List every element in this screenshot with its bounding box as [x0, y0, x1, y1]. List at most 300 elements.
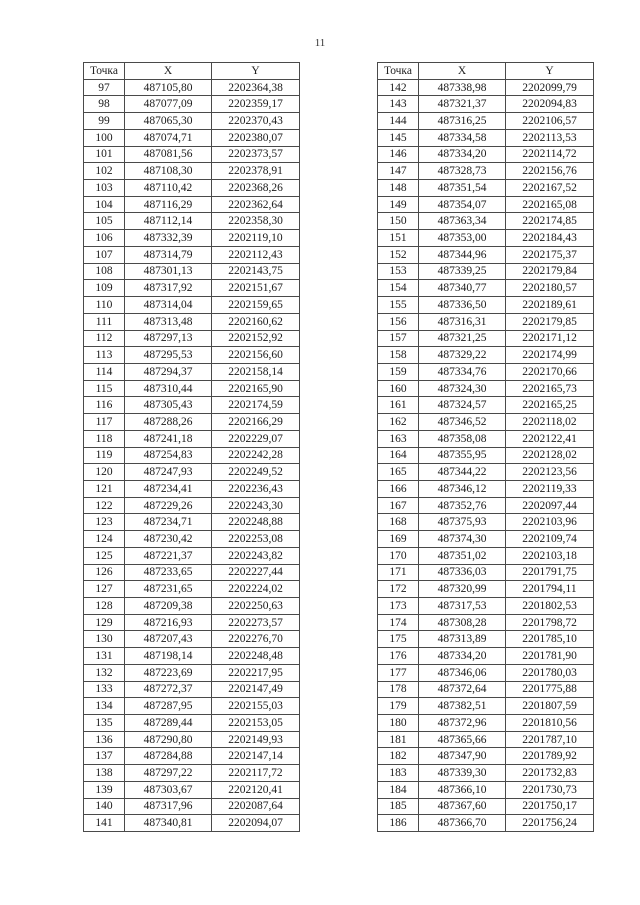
x-coordinate-cell: 487295,53 — [125, 347, 212, 364]
coordinates-table-left — [83, 62, 300, 832]
table-row — [84, 598, 300, 615]
point-number-cell: 175 — [378, 631, 419, 648]
table-row — [378, 363, 594, 380]
table-row — [84, 731, 300, 748]
x-coordinate-cell: 487328,73 — [419, 163, 506, 180]
point-number-cell: 108 — [84, 263, 125, 280]
point-number-cell: 183 — [378, 765, 419, 782]
x-coordinate-cell: 487247,93 — [125, 464, 212, 481]
point-number-cell: 168 — [378, 514, 419, 531]
x-coordinate-cell: 487367,60 — [419, 798, 506, 815]
point-number-cell: 170 — [378, 547, 419, 564]
y-coordinate-cell: 2202242,28 — [212, 447, 300, 464]
x-coordinate-cell: 487334,20 — [419, 146, 506, 163]
point-number-cell: 157 — [378, 330, 419, 347]
x-coordinate-cell: 487321,25 — [419, 330, 506, 347]
table-row — [84, 514, 300, 531]
table-row — [378, 129, 594, 146]
point-number-cell: 132 — [84, 664, 125, 681]
y-coordinate-cell: 2202165,25 — [506, 397, 594, 414]
x-coordinate-cell: 487316,25 — [419, 113, 506, 130]
y-coordinate-cell: 2202368,26 — [212, 180, 300, 197]
table-row — [84, 648, 300, 665]
point-number-cell: 100 — [84, 129, 125, 146]
y-coordinate-cell: 2202380,07 — [212, 129, 300, 146]
y-coordinate-cell: 2201787,10 — [506, 731, 594, 748]
point-number-cell: 171 — [378, 564, 419, 581]
y-coordinate-cell: 2202103,96 — [506, 514, 594, 531]
point-number-cell: 110 — [84, 297, 125, 314]
x-coordinate-cell: 487320,99 — [419, 581, 506, 598]
x-coordinate-cell: 487365,66 — [419, 731, 506, 748]
x-coordinate-cell: 487310,44 — [125, 380, 212, 397]
coordinates-table-right — [377, 62, 594, 832]
y-coordinate-cell: 2202120,41 — [212, 781, 300, 798]
point-number-cell: 162 — [378, 414, 419, 431]
table-row — [378, 397, 594, 414]
point-number-cell: 114 — [84, 363, 125, 380]
x-coordinate-cell: 487231,65 — [125, 581, 212, 598]
x-coordinate-cell: 487288,26 — [125, 414, 212, 431]
table-row — [84, 280, 300, 297]
y-coordinate-cell: 2202103,18 — [506, 547, 594, 564]
point-number-cell: 97 — [84, 79, 125, 96]
x-coordinate-cell: 487105,80 — [125, 79, 212, 96]
table-row — [84, 497, 300, 514]
x-coordinate-cell: 487346,52 — [419, 414, 506, 431]
x-coordinate-cell: 487351,54 — [419, 180, 506, 197]
point-number-cell: 124 — [84, 531, 125, 548]
table-row — [378, 564, 594, 581]
x-coordinate-cell: 487234,41 — [125, 480, 212, 497]
table-row — [378, 280, 594, 297]
point-number-cell: 117 — [84, 414, 125, 431]
point-number-cell: 149 — [378, 196, 419, 213]
x-coordinate-cell: 487329,22 — [419, 347, 506, 364]
table-row — [84, 363, 300, 380]
table-row — [378, 765, 594, 782]
table-header-row — [84, 63, 300, 80]
y-coordinate-cell: 2201791,75 — [506, 564, 594, 581]
y-coordinate-cell: 2202113,53 — [506, 129, 594, 146]
y-coordinate-cell: 2202151,67 — [212, 280, 300, 297]
point-number-cell: 109 — [84, 280, 125, 297]
y-coordinate-cell: 2202159,65 — [212, 297, 300, 314]
table-row — [84, 414, 300, 431]
table-row — [378, 497, 594, 514]
y-coordinate-cell: 2202117,72 — [212, 765, 300, 782]
x-coordinate-cell: 487305,43 — [125, 397, 212, 414]
y-coordinate-cell: 2201807,59 — [506, 698, 594, 715]
y-coordinate-cell: 2202175,37 — [506, 246, 594, 263]
y-coordinate-cell: 2202217,95 — [212, 664, 300, 681]
y-coordinate-cell: 2202276,70 — [212, 631, 300, 648]
table-row — [84, 698, 300, 715]
y-coordinate-cell: 2202243,30 — [212, 497, 300, 514]
point-number-cell: 104 — [84, 196, 125, 213]
y-coordinate-cell: 2202370,43 — [212, 113, 300, 130]
table-row — [84, 330, 300, 347]
point-number-cell: 140 — [84, 798, 125, 815]
point-number-cell: 144 — [378, 113, 419, 130]
y-coordinate-cell: 2202174,99 — [506, 347, 594, 364]
table-row — [378, 631, 594, 648]
table-row — [378, 246, 594, 263]
point-number-cell: 154 — [378, 280, 419, 297]
x-coordinate-cell: 487287,95 — [125, 698, 212, 715]
x-coordinate-cell: 487351,02 — [419, 547, 506, 564]
x-coordinate-cell: 487317,53 — [419, 598, 506, 615]
table-row — [84, 631, 300, 648]
table-row — [84, 380, 300, 397]
table-row — [378, 681, 594, 698]
point-number-cell: 186 — [378, 815, 419, 832]
x-coordinate-cell: 487209,38 — [125, 598, 212, 615]
x-coordinate-cell: 487346,12 — [419, 480, 506, 497]
point-number-cell: 122 — [84, 497, 125, 514]
x-coordinate-cell: 487334,58 — [419, 129, 506, 146]
y-coordinate-cell: 2202106,57 — [506, 113, 594, 130]
point-number-cell: 115 — [84, 380, 125, 397]
x-coordinate-cell: 487363,34 — [419, 213, 506, 230]
point-number-cell: 111 — [84, 313, 125, 330]
point-number-cell: 125 — [84, 547, 125, 564]
y-coordinate-cell: 2201780,03 — [506, 664, 594, 681]
y-coordinate-cell: 2201775,88 — [506, 681, 594, 698]
x-coordinate-cell: 487290,80 — [125, 731, 212, 748]
y-coordinate-cell: 2202378,91 — [212, 163, 300, 180]
point-number-cell: 136 — [84, 731, 125, 748]
y-coordinate-cell: 2202099,79 — [506, 79, 594, 96]
y-coordinate-cell: 2202224,02 — [212, 581, 300, 598]
y-coordinate-cell: 2202156,60 — [212, 347, 300, 364]
y-coordinate-cell: 2202227,44 — [212, 564, 300, 581]
column-header-point: Точка — [84, 63, 125, 80]
table-row — [84, 113, 300, 130]
point-number-cell: 181 — [378, 731, 419, 748]
table-row — [378, 598, 594, 615]
point-number-cell: 161 — [378, 397, 419, 414]
point-number-cell: 99 — [84, 113, 125, 130]
y-coordinate-cell: 2202094,07 — [212, 815, 300, 832]
y-coordinate-cell: 2202119,10 — [212, 230, 300, 247]
point-number-cell: 169 — [378, 531, 419, 548]
x-coordinate-cell: 487297,13 — [125, 330, 212, 347]
table-row — [84, 447, 300, 464]
point-number-cell: 137 — [84, 748, 125, 765]
table-row — [378, 581, 594, 598]
table-row — [84, 547, 300, 564]
y-coordinate-cell: 2201750,17 — [506, 798, 594, 815]
table-row — [84, 230, 300, 247]
x-coordinate-cell: 487340,77 — [419, 280, 506, 297]
y-coordinate-cell: 2202174,85 — [506, 213, 594, 230]
point-number-cell: 159 — [378, 363, 419, 380]
y-coordinate-cell: 2201785,10 — [506, 631, 594, 648]
table-row — [378, 146, 594, 163]
x-coordinate-cell: 487233,65 — [125, 564, 212, 581]
x-coordinate-cell: 487313,48 — [125, 313, 212, 330]
point-number-cell: 143 — [378, 96, 419, 113]
y-coordinate-cell: 2202373,57 — [212, 146, 300, 163]
table-row — [378, 781, 594, 798]
point-number-cell: 179 — [378, 698, 419, 715]
table-row — [84, 213, 300, 230]
x-coordinate-cell: 487074,71 — [125, 129, 212, 146]
y-coordinate-cell: 2202087,64 — [212, 798, 300, 815]
x-coordinate-cell: 487229,26 — [125, 497, 212, 514]
y-coordinate-cell: 2202153,05 — [212, 715, 300, 732]
y-coordinate-cell: 2202119,33 — [506, 480, 594, 497]
table-row — [378, 731, 594, 748]
table-row — [378, 547, 594, 564]
table-row — [378, 230, 594, 247]
point-number-cell: 128 — [84, 598, 125, 615]
table-row — [84, 614, 300, 631]
point-number-cell: 147 — [378, 163, 419, 180]
column-header-x: X — [419, 63, 506, 80]
table-row — [378, 313, 594, 330]
y-coordinate-cell: 2202273,57 — [212, 614, 300, 631]
table-row — [84, 180, 300, 197]
table-row — [84, 480, 300, 497]
x-coordinate-cell: 487294,37 — [125, 363, 212, 380]
table-row — [84, 798, 300, 815]
point-number-cell: 153 — [378, 263, 419, 280]
x-coordinate-cell: 487110,42 — [125, 180, 212, 197]
y-coordinate-cell: 2202229,07 — [212, 430, 300, 447]
point-number-cell: 142 — [378, 79, 419, 96]
table-row — [84, 347, 300, 364]
table-row — [84, 464, 300, 481]
table-row — [378, 113, 594, 130]
y-coordinate-cell: 2201802,53 — [506, 598, 594, 615]
page-number: 11 — [314, 37, 326, 49]
table-row — [84, 397, 300, 414]
point-number-cell: 164 — [378, 447, 419, 464]
point-number-cell: 133 — [84, 681, 125, 698]
x-coordinate-cell: 487289,44 — [125, 715, 212, 732]
x-coordinate-cell: 487301,13 — [125, 263, 212, 280]
table-row — [84, 430, 300, 447]
table-row — [378, 447, 594, 464]
table-row — [378, 748, 594, 765]
point-number-cell: 145 — [378, 129, 419, 146]
x-coordinate-cell: 487347,90 — [419, 748, 506, 765]
table-row — [378, 263, 594, 280]
point-number-cell: 174 — [378, 614, 419, 631]
point-number-cell: 119 — [84, 447, 125, 464]
x-coordinate-cell: 487338,98 — [419, 79, 506, 96]
x-coordinate-cell: 487354,07 — [419, 196, 506, 213]
point-number-cell: 150 — [378, 213, 419, 230]
x-coordinate-cell: 487316,31 — [419, 313, 506, 330]
x-coordinate-cell: 487334,76 — [419, 363, 506, 380]
point-number-cell: 121 — [84, 480, 125, 497]
x-coordinate-cell: 487308,28 — [419, 614, 506, 631]
table-row — [378, 297, 594, 314]
point-number-cell: 158 — [378, 347, 419, 364]
table-row — [378, 514, 594, 531]
point-number-cell: 139 — [84, 781, 125, 798]
table-row — [84, 246, 300, 263]
y-coordinate-cell: 2202118,02 — [506, 414, 594, 431]
x-coordinate-cell: 487372,96 — [419, 715, 506, 732]
point-number-cell: 176 — [378, 648, 419, 665]
y-coordinate-cell: 2202166,29 — [212, 414, 300, 431]
table-row — [84, 263, 300, 280]
point-number-cell: 134 — [84, 698, 125, 715]
y-coordinate-cell: 2202243,82 — [212, 547, 300, 564]
y-coordinate-cell: 2202179,84 — [506, 263, 594, 280]
y-coordinate-cell: 2202248,88 — [212, 514, 300, 531]
point-number-cell: 130 — [84, 631, 125, 648]
point-number-cell: 155 — [378, 297, 419, 314]
x-coordinate-cell: 487336,50 — [419, 297, 506, 314]
y-coordinate-cell: 2201798,72 — [506, 614, 594, 631]
point-number-cell: 113 — [84, 347, 125, 364]
table-header-row — [378, 63, 594, 80]
table-row — [378, 715, 594, 732]
table-row — [378, 815, 594, 832]
x-coordinate-cell: 487116,29 — [125, 196, 212, 213]
y-coordinate-cell: 2202128,02 — [506, 447, 594, 464]
point-number-cell: 182 — [378, 748, 419, 765]
x-coordinate-cell: 487297,22 — [125, 765, 212, 782]
point-number-cell: 151 — [378, 230, 419, 247]
point-number-cell: 160 — [378, 380, 419, 397]
x-coordinate-cell: 487313,89 — [419, 631, 506, 648]
point-number-cell: 167 — [378, 497, 419, 514]
x-coordinate-cell: 487216,93 — [125, 614, 212, 631]
table-row — [84, 96, 300, 113]
y-coordinate-cell: 2202171,12 — [506, 330, 594, 347]
x-coordinate-cell: 487332,39 — [125, 230, 212, 247]
x-coordinate-cell: 487339,25 — [419, 263, 506, 280]
x-coordinate-cell: 487284,88 — [125, 748, 212, 765]
y-coordinate-cell: 2202174,59 — [212, 397, 300, 414]
point-number-cell: 135 — [84, 715, 125, 732]
point-number-cell: 123 — [84, 514, 125, 531]
x-coordinate-cell: 487344,96 — [419, 246, 506, 263]
point-number-cell: 177 — [378, 664, 419, 681]
y-coordinate-cell: 2201756,24 — [506, 815, 594, 832]
x-coordinate-cell: 487353,00 — [419, 230, 506, 247]
x-coordinate-cell: 487081,56 — [125, 146, 212, 163]
point-number-cell: 163 — [378, 430, 419, 447]
point-number-cell: 131 — [84, 648, 125, 665]
y-coordinate-cell: 2202097,44 — [506, 497, 594, 514]
x-coordinate-cell: 487358,08 — [419, 430, 506, 447]
table-row — [84, 196, 300, 213]
point-number-cell: 126 — [84, 564, 125, 581]
table-row — [378, 196, 594, 213]
x-coordinate-cell: 487317,96 — [125, 798, 212, 815]
table-row — [84, 748, 300, 765]
table-row — [378, 480, 594, 497]
y-coordinate-cell: 2202249,52 — [212, 464, 300, 481]
y-coordinate-cell: 2202143,75 — [212, 263, 300, 280]
table-row — [378, 163, 594, 180]
y-coordinate-cell: 2202147,49 — [212, 681, 300, 698]
point-number-cell: 184 — [378, 781, 419, 798]
point-number-cell: 101 — [84, 146, 125, 163]
x-coordinate-cell: 487241,18 — [125, 430, 212, 447]
y-coordinate-cell: 2202155,03 — [212, 698, 300, 715]
point-number-cell: 102 — [84, 163, 125, 180]
table-row — [378, 96, 594, 113]
y-coordinate-cell: 2202359,17 — [212, 96, 300, 113]
x-coordinate-cell: 487366,10 — [419, 781, 506, 798]
y-coordinate-cell: 2202114,72 — [506, 146, 594, 163]
table-row — [378, 648, 594, 665]
x-coordinate-cell: 487230,42 — [125, 531, 212, 548]
point-number-cell: 148 — [378, 180, 419, 197]
table-row — [378, 180, 594, 197]
table-row — [378, 79, 594, 96]
y-coordinate-cell: 2201732,83 — [506, 765, 594, 782]
table-row — [378, 380, 594, 397]
point-number-cell: 98 — [84, 96, 125, 113]
y-coordinate-cell: 2202147,14 — [212, 748, 300, 765]
y-coordinate-cell: 2202152,92 — [212, 330, 300, 347]
point-number-cell: 127 — [84, 581, 125, 598]
y-coordinate-cell: 2202358,30 — [212, 213, 300, 230]
table-row — [84, 163, 300, 180]
table-row — [378, 330, 594, 347]
point-number-cell: 172 — [378, 581, 419, 598]
x-coordinate-cell: 487207,43 — [125, 631, 212, 648]
table-row — [378, 664, 594, 681]
x-coordinate-cell: 487272,37 — [125, 681, 212, 698]
point-number-cell: 118 — [84, 430, 125, 447]
point-number-cell: 106 — [84, 230, 125, 247]
point-number-cell: 146 — [378, 146, 419, 163]
y-coordinate-cell: 2202094,83 — [506, 96, 594, 113]
y-coordinate-cell: 2202160,62 — [212, 313, 300, 330]
table-row — [378, 798, 594, 815]
point-number-cell: 166 — [378, 480, 419, 497]
point-number-cell: 107 — [84, 246, 125, 263]
table-row — [378, 347, 594, 364]
point-number-cell: 112 — [84, 330, 125, 347]
point-number-cell: 141 — [84, 815, 125, 832]
x-coordinate-cell: 487372,64 — [419, 681, 506, 698]
point-number-cell: 138 — [84, 765, 125, 782]
point-number-cell: 105 — [84, 213, 125, 230]
table-row — [84, 297, 300, 314]
x-coordinate-cell: 487314,04 — [125, 297, 212, 314]
y-coordinate-cell: 2202250,63 — [212, 598, 300, 615]
table-row — [84, 79, 300, 96]
table-row — [84, 765, 300, 782]
x-coordinate-cell: 487346,06 — [419, 664, 506, 681]
y-coordinate-cell: 2202122,41 — [506, 430, 594, 447]
x-coordinate-cell: 487065,30 — [125, 113, 212, 130]
column-header-y: Y — [506, 63, 594, 80]
x-coordinate-cell: 487254,83 — [125, 447, 212, 464]
y-coordinate-cell: 2202165,73 — [506, 380, 594, 397]
point-number-cell: 152 — [378, 246, 419, 263]
y-coordinate-cell: 2201810,56 — [506, 715, 594, 732]
table-row — [84, 781, 300, 798]
y-coordinate-cell: 2202179,85 — [506, 313, 594, 330]
table-row — [84, 581, 300, 598]
x-coordinate-cell: 487317,92 — [125, 280, 212, 297]
y-coordinate-cell: 2202236,43 — [212, 480, 300, 497]
y-coordinate-cell: 2202149,93 — [212, 731, 300, 748]
x-coordinate-cell: 487221,37 — [125, 547, 212, 564]
